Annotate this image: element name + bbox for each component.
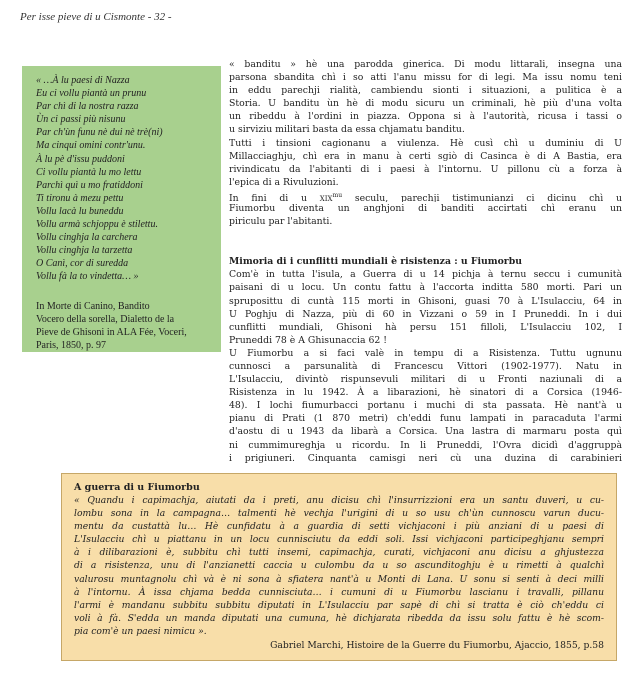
poem-line: Vollu lacà lu buneddu: [36, 205, 124, 217]
quote-line: di a risistenza, unu di l'anzianetti caccia u culombu da u so ascunditoghju è u rimetti à qualchì: [74, 560, 604, 572]
text-line: pianu di Prati (1 870 metri) ch'eddi funu lampati in paracaduta l'armi: [229, 413, 622, 425]
text-line: d'aostu di u 1943 da libarà a Corsica. Una lastra di marmaru posta quì: [229, 426, 622, 438]
poem-lines: [36, 74, 213, 284]
text-line: ni cummimureghja u ricordu. In li Pruneddi, l'Ovra dicidì d'aggruppà: [229, 439, 622, 451]
text-line: 48). I lochi fiumurbacci portanu i muchi di sta passata. Hè nant'à u: [229, 400, 622, 412]
text-line: rivindicatu da l'abitanti di i paesi à l'intornu. U pillonu cù a forza à: [229, 163, 622, 175]
quote-line: valurosu muntagnolu chì và è ni sona à sfiatera nant'à u Monti di Lana. U sonu si senti à deci milli: [74, 573, 604, 585]
quote-line: pia com'è un paesi nimicu ».: [74, 625, 207, 637]
text-line: Millacciaghju, chì era in manu à certi sgiò di Casinca è di A Bastia, era: [229, 150, 622, 162]
text-line: Fiumorbu diventa un anghjoni di banditi accirtati chì eranu un: [229, 203, 622, 215]
text-line: paisani di u locu. Un contu fattu à l'accorta inditta 580 morti. Pari un: [229, 282, 622, 294]
text-line: l'epica di a Rivuluzioni.: [229, 176, 339, 188]
text-line: spruposittu di cuntà 115 morti in Ghisoni, guasi 70 à L'Isulacciu, 64 in: [229, 295, 622, 307]
text-line: U Poghju di Nazza, più di 60 in Vizzani o 59 in I Pruneddi. In i dui: [229, 308, 622, 320]
poem-line: Vollu cinghja la carchera: [36, 232, 138, 244]
text-line: U Fiumorbu a si faci valè in tempu di a Risistenza. Tuttu ugnunu: [229, 347, 622, 359]
text-line: Tutti i tinsioni cagionanu a viulenza. Hè cusì chì u duminiu di U: [229, 137, 622, 149]
text-fragment: In fini di u: [229, 193, 320, 203]
poem-line: O Canì, cor di suredda: [36, 258, 129, 270]
poem-line: Par ch'ùn funu nè dui nè trè(ni): [36, 127, 163, 139]
poem-source-line: Vocero della sorella, Dialetto de la: [36, 313, 175, 325]
text-line: Risistenza in lu 1942. À a libarazioni, hè sinatori di a Corsica (1946-: [229, 387, 622, 399]
text-line: in eddu parechji rialità, cambiendu sionti i situazioni, a pulitica è a: [229, 85, 622, 97]
poem-line: Vollu cinghja la tarzetta: [36, 245, 133, 257]
poem-line: Ma cinqui omini contr'unu.: [36, 140, 146, 152]
quote-line: à i dilibarazioni è, subbitu chì tutti insemi, capimachja, curati, vichjaconi anu dicisu a ghjustezza: [74, 547, 604, 559]
text-line: « banditu » hè una parodda ginerica. Di modu littarali, insegna una: [229, 59, 622, 70]
quote-line: « Quandu i capimachja, aiutati da i preti, anu dicisu chì l'insurrizzioni era un santu duveri, u cu-: [74, 495, 604, 506]
poem-line: « …À lu paesi di Nazza: [36, 75, 130, 86]
poem-box: [22, 66, 221, 352]
poem-line: À lu pè d'issu puddoni: [36, 153, 125, 165]
quote-title: A guerra di u Fiumorbu: [74, 482, 200, 493]
quote-line: voli à fà. S'edda un manda diputati una cumuna, hè dichjarata ribedda da issu solu fattu è hè scom-: [74, 612, 604, 624]
text-fragment: seculu, parechji tistimunianzi ci dicinu chì u: [342, 193, 622, 203]
section-gap: [229, 228, 622, 255]
quote-line: l'armi è mandanu subbitu subbitu diputati in L'Isulacciu par sapè di chì si tratta è ciò ch'eddu ci: [74, 599, 604, 611]
quote-line: à l'intornu. À issa chjama bedda cunnisciuta… i cumuni di u Fiumorbu lascianu i travalli, pillanu: [74, 586, 604, 598]
poem-source-line: Pieve de Ghisoni in ALA Fée, Voceri,: [36, 326, 187, 338]
poem-line: Ci vollu piantà lu mo lettu: [36, 166, 142, 178]
text-line: Storia. U banditu ùn hè di modu sicuru un criminali, hè più d'una volta: [229, 98, 622, 110]
poem-line: Vollu fà la to vindetta… »: [36, 271, 139, 283]
text-line: piriculu par l'abitanti.: [229, 216, 333, 228]
text-line: i prigiuneri. Cinquanta camisgi neri cù una duzina di carabinieri: [229, 452, 622, 464]
text-line: Pruneddi 78 è A Ghisunaccia 62 !: [229, 334, 388, 346]
quote-line: lombu sona in la campagna… talmenti hè vechja l'urigini di u so usu ch'ùn cunnoscu varun ducu-: [74, 508, 604, 520]
poem-line: Ùn ci passi più nisunu: [36, 114, 126, 126]
poem-source: [36, 300, 213, 352]
text-line: cunnosci a parsunalità di Francescu Vittori (1902-1977). Natu in: [229, 360, 622, 372]
text-line: [229, 189, 622, 202]
poem-source-line: In Morte di Canino, Bandito: [36, 300, 150, 312]
poem-line: Par chì di la nostra razza: [36, 101, 139, 113]
quote-box: [61, 473, 617, 661]
text-line: cunflitti mundiali, Ghisoni hà persu 151 filloli, L'Isulacciu 102, I: [229, 321, 622, 333]
poem-line: Eu ci vollu piantà un prunu: [36, 88, 147, 100]
page-header: Per isse pieve di u Cismonte - 32 -: [20, 11, 172, 23]
century-suffix: mu: [332, 191, 343, 199]
main-text: [229, 58, 622, 465]
text-line: un ribeddu à l'ordini in piazza. Oppona si à l'autorità, ricusa i tassi o: [229, 111, 622, 123]
quote-line: L'Isulacciu chì u piattanu in un locu cunnisciutu da eddi soli. Issi vichjaconi participeghjanu sempri: [74, 534, 604, 546]
text-line: Com'è in tutta l'isula, a Guerra di u 14 pichja à ternu seccu i cumunità: [229, 269, 622, 281]
section-title: Mimoria di i cunflitti mundiali è risistenza : u Fiumorbu: [229, 256, 522, 268]
quote-source: Gabriel Marchi, Histoire de la Guerre du Fiumorbu, Ajaccio, 1855, p.58: [270, 640, 604, 652]
text-line: u sirviziu militari basta da essa chjamatu banditu.: [229, 124, 465, 136]
text-line: parsona sbandita chì i so atti l'anu missu for di legi. Ma issu nomu teni: [229, 72, 622, 84]
text-line: L'Isulacciu, divintò rispunsevuli militari di u Fronti naziunali di a: [229, 374, 622, 386]
poem-line: Ti tironu à mezu pettu: [36, 192, 124, 204]
poem-line: Parchì quì u mo fratiddoni: [36, 179, 143, 191]
quote-line: mentu da custattà lu… Hè cunfidatu à a guardia di setti vichjaconi i più anziani di u paesi di: [74, 521, 604, 533]
century-numeral: xix: [319, 193, 333, 203]
poem-source-line: Paris, 1850, p. 97: [36, 339, 106, 351]
poem-line: Vollu armà schjoppu è stilettu.: [36, 219, 158, 231]
